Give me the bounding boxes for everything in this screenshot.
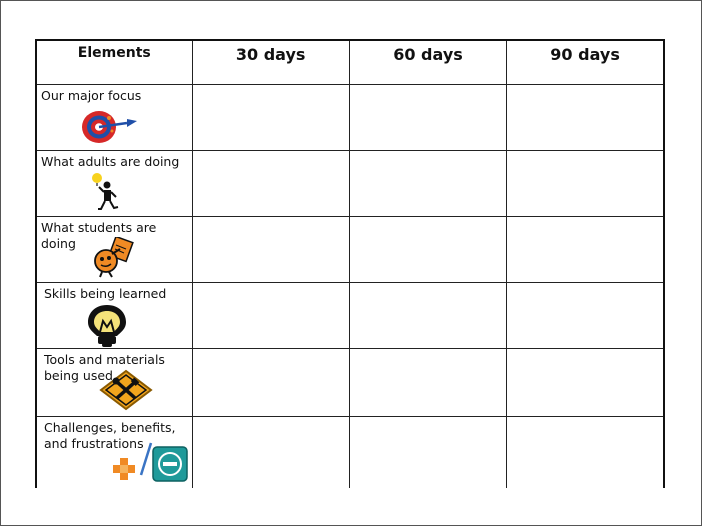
tools-sign-icon	[99, 369, 153, 411]
cell-30-days[interactable]	[192, 217, 349, 283]
element-label: What adults are doing	[41, 154, 180, 170]
table-row	[36, 283, 664, 349]
table-row	[36, 417, 664, 488]
elements-header: Elements	[36, 40, 192, 85]
element-label: Skills being learned	[44, 286, 167, 302]
table-row	[36, 217, 664, 283]
element-label: What students are doing	[41, 220, 157, 252]
element-label: Our major focus	[41, 88, 142, 104]
cell-60-days[interactable]	[349, 217, 506, 283]
cell-60-days[interactable]	[349, 85, 506, 151]
table-row	[36, 85, 664, 151]
cell-30-days[interactable]	[192, 85, 349, 151]
cell-90-days[interactable]	[507, 217, 664, 283]
cell-90-days[interactable]	[507, 151, 664, 217]
cell-90-days[interactable]	[507, 349, 664, 417]
element-cell-tools	[36, 349, 192, 417]
cell-90-days[interactable]	[507, 283, 664, 349]
header-row	[36, 40, 664, 85]
table-row	[36, 151, 664, 217]
cell-60-days[interactable]	[349, 283, 506, 349]
element-cell-students	[36, 217, 192, 283]
header-60-days: 60 days	[349, 40, 506, 85]
element-label: Tools and materials being used	[44, 352, 165, 384]
element-cell-challenges	[36, 417, 192, 488]
cell-90-days[interactable]	[507, 85, 664, 151]
person-lightbulb-icon	[89, 171, 125, 213]
cell-30-days[interactable]	[192, 417, 349, 488]
header-90-days: 90 days	[507, 40, 664, 85]
planning-table	[35, 39, 665, 488]
cell-90-days[interactable]	[507, 417, 664, 488]
cell-30-days[interactable]	[192, 151, 349, 217]
header-30-days: 30 days	[192, 40, 349, 85]
table-row	[36, 349, 664, 417]
cell-30-days[interactable]	[192, 349, 349, 417]
element-cell-focus	[36, 85, 192, 151]
element-cell-adults	[36, 151, 192, 217]
lightbulb-icon	[85, 303, 129, 348]
target-icon	[79, 109, 141, 145]
cell-60-days[interactable]	[349, 151, 506, 217]
element-cell-skills	[36, 283, 192, 349]
student-writing-icon	[92, 237, 136, 279]
plus-minus-icon	[105, 437, 189, 483]
cell-60-days[interactable]	[349, 349, 506, 417]
cell-30-days[interactable]	[192, 283, 349, 349]
cell-60-days[interactable]	[349, 417, 506, 488]
element-label: Challenges, benefits, and frustrations	[44, 420, 176, 452]
